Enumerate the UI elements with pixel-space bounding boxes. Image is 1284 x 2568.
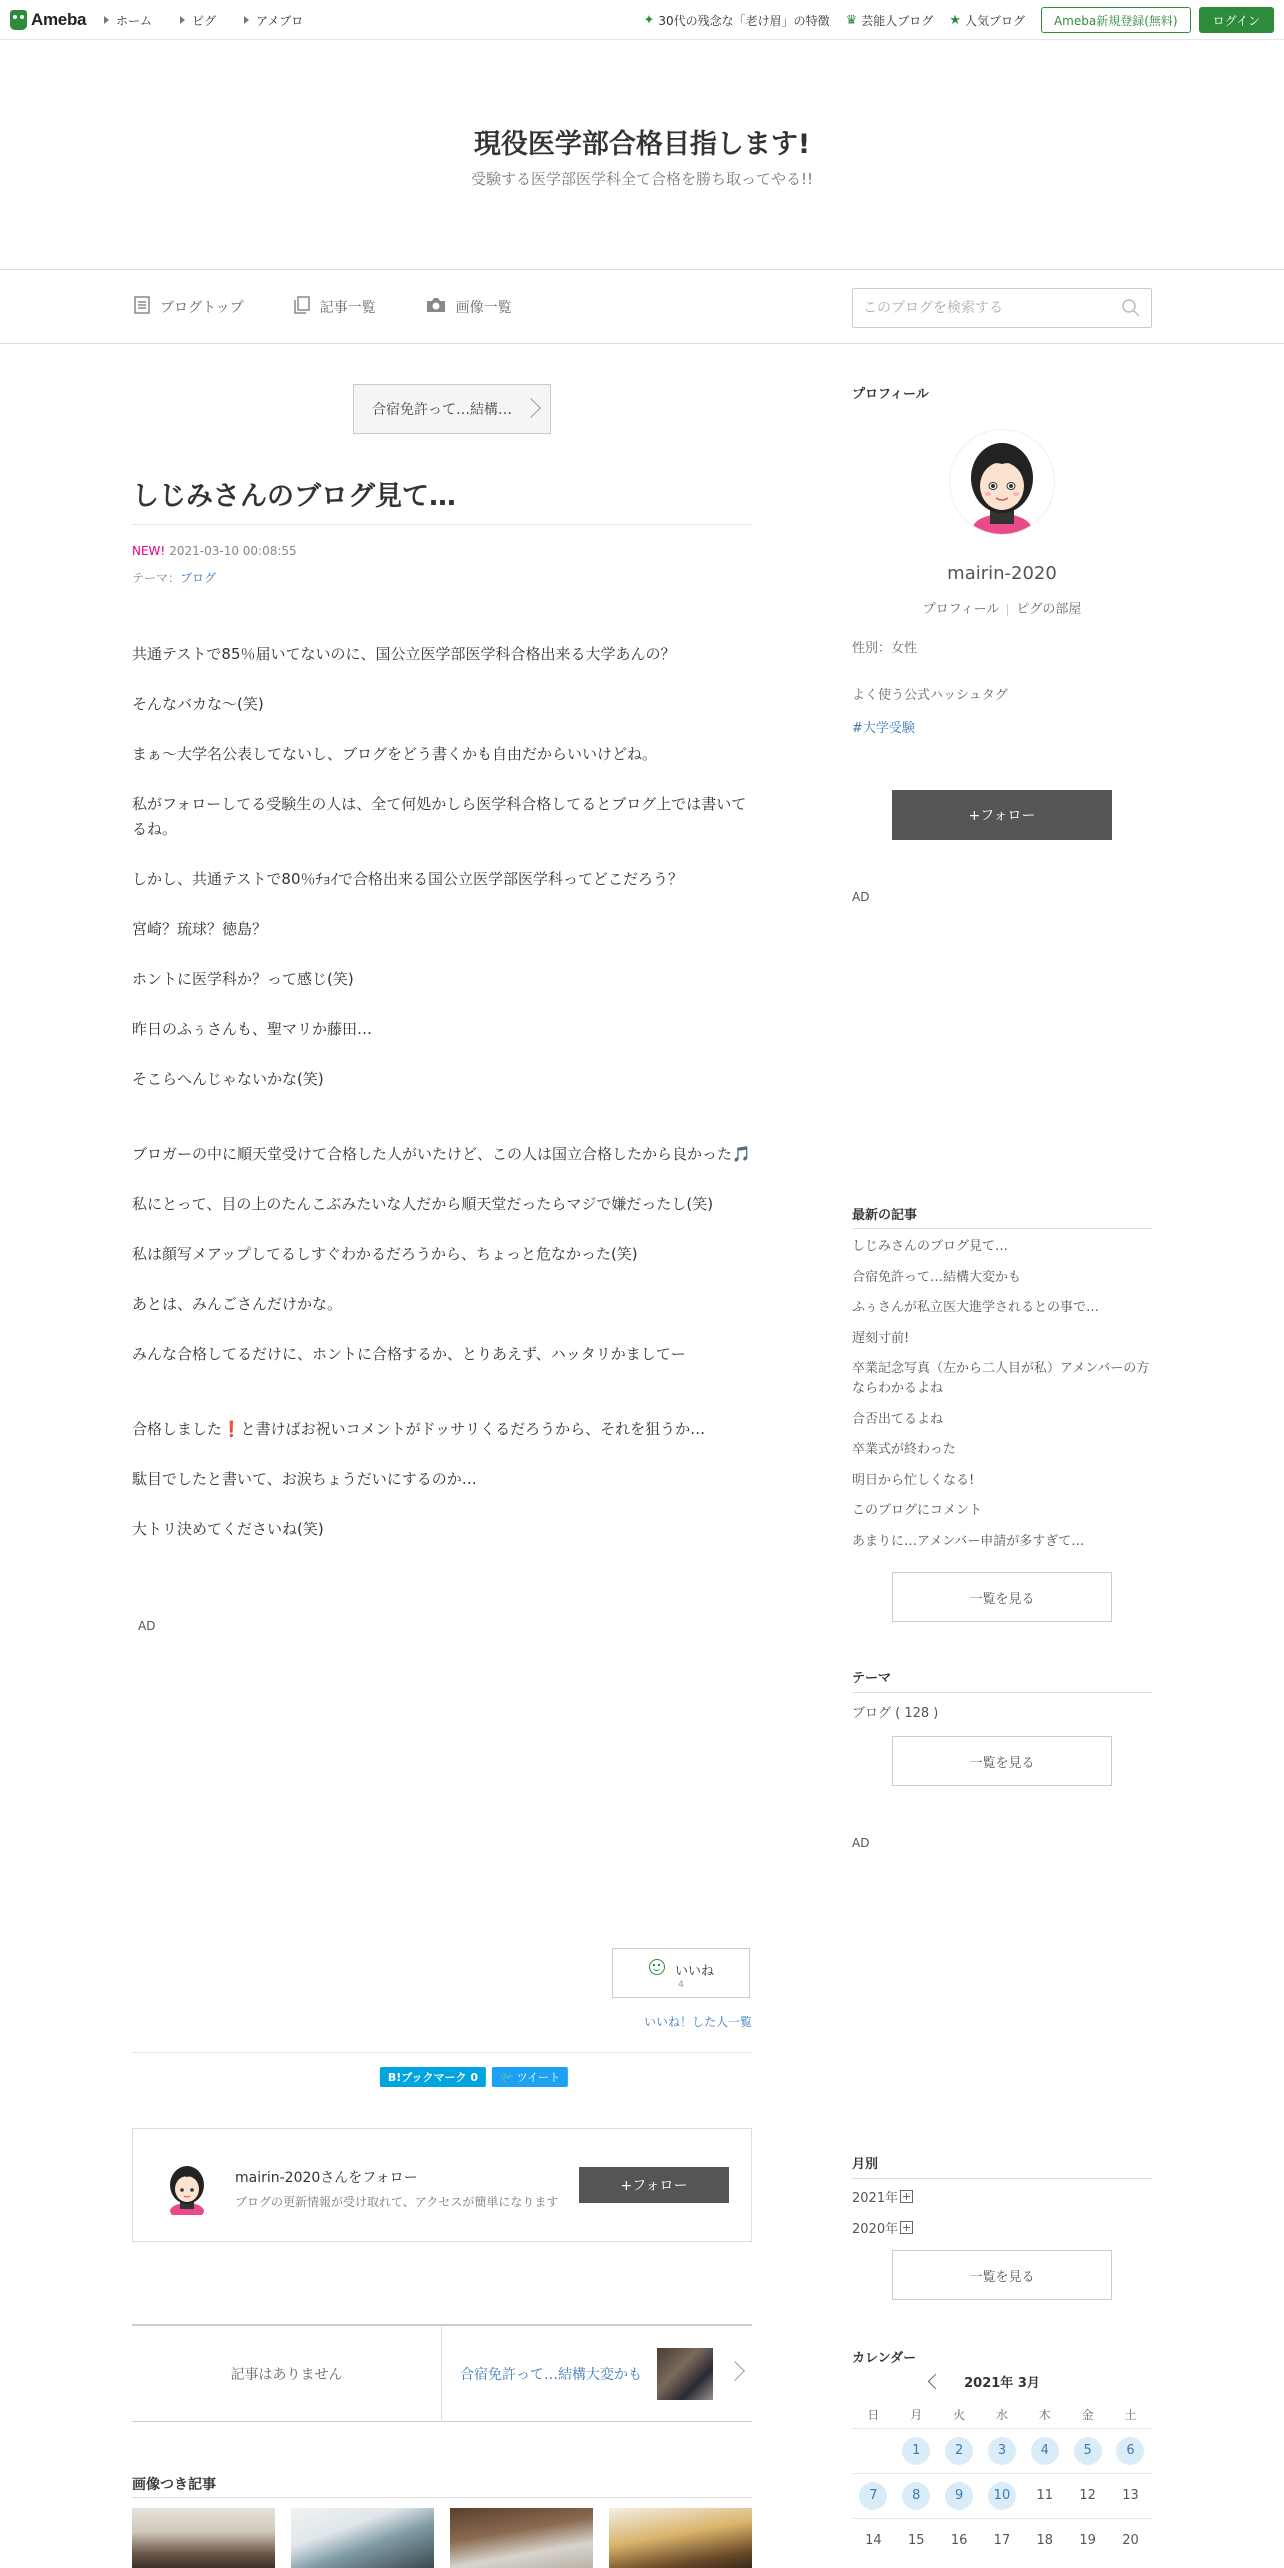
calendar-nav	[852, 2368, 1152, 2394]
search-icon[interactable]	[1121, 298, 1141, 318]
paragraph: 私は顔写メアップしてるしすぐわかるだろうから、ちょっと危なかった(笑)	[132, 1245, 638, 1263]
new-badge: NEW!	[132, 544, 166, 558]
calendar-day: 16	[938, 2518, 981, 2563]
star-icon: ★	[949, 12, 961, 28]
share-buttons	[380, 2067, 568, 2087]
divider	[852, 1692, 1152, 1693]
ad-label: AD	[852, 890, 870, 904]
weekday-label: 水	[995, 2408, 1008, 2422]
paragraph: ブロガーの中に順天堂受けて合格した人がいたけど、この人は国立合格したから良かった🎵	[132, 1145, 751, 1163]
divider	[852, 2178, 1152, 2179]
paragraph: そこらへんじゃないかな(笑)	[132, 1070, 324, 1088]
image-articles	[132, 2508, 752, 2568]
image-article-thumbnail[interactable]	[609, 2508, 752, 2568]
calendar-day[interactable]: 2	[938, 2428, 981, 2473]
nav-image-list-label: 画像一覧	[455, 300, 512, 316]
document-icon	[134, 296, 150, 319]
calendar-day: 18	[1023, 2518, 1066, 2563]
camera-icon	[426, 297, 446, 318]
article-body	[132, 642, 752, 1542]
hashtag-link[interactable]: #大学受験	[852, 721, 915, 736]
monthly-more-button[interactable]: 一覧を見る	[892, 2250, 1112, 2300]
paragraph: 私がフォローしてる受験生の人は、全て何処かしら医学科合格してるとブログ上では書いてるね。	[132, 795, 747, 838]
twitter-bird-icon: 🐦	[499, 2070, 514, 2084]
calendar-day: 20	[1109, 2518, 1152, 2563]
paragraph: しかし、共通テストで80％ﾁｮｲで合格出来る国公立医学部医学科ってどこだろう？	[132, 870, 683, 888]
nav-pigg-label: ピグ	[192, 13, 217, 28]
like-count: 4	[678, 1980, 684, 1990]
theme-heading: テーマ	[852, 1671, 892, 1686]
popular-blog-link[interactable]	[949, 12, 1025, 29]
ameba-logo-text: Ameba	[31, 10, 87, 29]
avatar[interactable]	[159, 2159, 215, 2215]
divider	[132, 2497, 752, 2498]
hashtag-heading: よく使う公式ハッシュタグ	[852, 688, 1008, 703]
nav-article-list-label: 記事一覧	[319, 300, 376, 316]
theme-link[interactable]: ブログ	[180, 571, 217, 585]
calendar-week	[852, 2473, 1152, 2518]
blog-search	[852, 288, 1152, 328]
latest-article-item[interactable]: しじみさんのブログ見て…	[852, 1239, 1009, 1254]
follow-card-name: mairin-2020さんをフォロー	[235, 2170, 418, 2186]
celeb-blog-link[interactable]	[846, 12, 934, 29]
weekday-label: 日	[867, 2408, 880, 2422]
calendar-day: 17	[981, 2518, 1024, 2563]
image-article-thumbnail[interactable]	[291, 2508, 434, 2568]
nav-image-list[interactable]	[426, 297, 512, 318]
nav-ameblo[interactable]	[244, 12, 303, 29]
paragraph: ホントに医学科か？って感じ(笑)	[132, 970, 354, 988]
weekday-label: 火	[953, 2408, 966, 2422]
calendar-day: 19	[1066, 2518, 1109, 2563]
expand-plus-icon[interactable]	[900, 2221, 913, 2234]
chevron-right-icon	[521, 398, 541, 418]
celeb-label: 芸能人ブログ	[861, 13, 934, 28]
latest-article-item[interactable]: 卒業式が終わった	[852, 1442, 956, 1457]
paragraph: 昨日のふぅさんも、聖マリか藤田…	[132, 1020, 373, 1038]
calendar-title: 2021年 3月	[964, 2376, 1040, 2391]
profile-link[interactable]: プロフィール	[922, 602, 1000, 617]
nav-home[interactable]	[104, 12, 152, 29]
latest-article-item[interactable]: ふぅさんが私立医大進学されるとの事で…	[852, 1300, 1100, 1315]
latest-more-button[interactable]: 一覧を見る	[892, 1572, 1112, 1622]
article-theme	[132, 569, 216, 586]
latest-article-item[interactable]: あまりに…アメンバー申請が多すぎて…	[852, 1533, 1085, 1549]
calendar-week	[852, 2428, 1152, 2473]
paragraph: 宮崎？琉球？徳島？	[132, 920, 268, 938]
popular-label: 人気ブログ	[964, 13, 1025, 28]
paragraph: 大トリ決めてくださいね(笑)	[132, 1520, 324, 1538]
calendar-day[interactable]: 6	[1109, 2428, 1152, 2473]
no-prev-article: 記事はありません	[132, 2326, 442, 2422]
paragraph: みんな合格してるだけに、ホントに合格するか、とりあえず、ハッタリかましてー	[132, 1345, 686, 1363]
article-datetime: 2021-03-10 00:08:55	[169, 544, 297, 558]
expand-plus-icon[interactable]	[900, 2190, 913, 2203]
blog-header	[0, 40, 1284, 270]
nav-blog-top[interactable]	[134, 296, 244, 319]
calendar-day: 13	[1109, 2473, 1152, 2518]
calendar-day[interactable]: 5	[1066, 2428, 1109, 2473]
calendar-day[interactable]: 1	[895, 2428, 938, 2473]
promo-link[interactable]	[643, 12, 829, 29]
latest-article-item[interactable]: 卒業記念写真（左から二人目が私）アメンバーの方ならわかるよね	[852, 1361, 1150, 1396]
weekday-label: 木	[1038, 2408, 1051, 2422]
weekday-label: 土	[1124, 2408, 1137, 2422]
calendar-day: 14	[852, 2518, 895, 2563]
pig-room-link[interactable]: ピグの部屋	[1016, 602, 1082, 617]
profile-name[interactable]: mairin-2020	[947, 563, 1057, 584]
weekday-label: 金	[1081, 2408, 1094, 2422]
theme-item[interactable]: ブログ ( 128 )	[852, 1706, 939, 1721]
divider	[852, 1228, 1152, 1229]
month-item[interactable]	[852, 2218, 913, 2237]
hatena-bookmark-button[interactable]: B!ブックマーク 0	[380, 2067, 486, 2087]
chevron-right-icon[interactable]	[725, 2361, 745, 2381]
latest-article-item[interactable]: 合宿免許って…結構大変かも	[852, 1269, 1022, 1285]
global-nav	[104, 0, 331, 40]
image-article-thumbnail[interactable]	[132, 2508, 275, 2568]
tweet-button[interactable]	[492, 2067, 568, 2087]
paragraph: あとは、みんごさんだけかな。	[132, 1295, 343, 1313]
follow-button[interactable]: +フォロー	[579, 2167, 729, 2203]
nav-blog-top-label: ブログトップ	[160, 300, 244, 316]
latest-article-item[interactable]: 遅刻寸前!	[852, 1330, 910, 1346]
month-label: 2020年	[852, 2222, 899, 2237]
calendar-day[interactable]: 9	[938, 2473, 981, 2518]
top-bar	[0, 0, 1284, 40]
profile-links	[852, 598, 1152, 617]
profile-avatar[interactable]	[950, 430, 1054, 534]
next-article-link[interactable]: 合宿免許って…結構大変かも	[460, 2367, 642, 2383]
triangle-icon	[244, 16, 249, 24]
blog-nav	[0, 270, 1284, 344]
ameba-logo-icon	[10, 10, 27, 30]
prev-article-button[interactable]	[353, 384, 551, 434]
search-input[interactable]	[853, 289, 1103, 327]
calendar-day: 15	[895, 2518, 938, 2563]
calendar-week	[852, 2518, 1152, 2563]
calendar-heading: カレンダー	[852, 2351, 917, 2366]
calendar-day[interactable]: 10	[981, 2473, 1024, 2518]
register-button[interactable]: Ameba新規登録(無料)	[1041, 7, 1191, 33]
smile-icon	[649, 1959, 665, 1975]
tweet-label: ツイート	[516, 2071, 561, 2084]
latest-article-item[interactable]: 明日から忙しくなる!	[852, 1472, 975, 1488]
blog-subtitle: 受験する医学部医学科全て合格を勝ち取ってやる!!	[470, 170, 814, 188]
nav-pigg[interactable]	[180, 12, 216, 29]
calendar-day[interactable]: 3	[981, 2428, 1024, 2473]
sparkle-icon: ✦	[643, 12, 655, 28]
paragraph: 共通テストで85％届いてないのに、国公立医学部医学科合格出来る大学あんの？	[132, 645, 676, 663]
article-title[interactable]: しじみさんのブログ見て…	[132, 481, 456, 512]
profile-gender: 性別：女性	[852, 641, 918, 656]
theme-more-button[interactable]: 一覧を見る	[892, 1736, 1112, 1786]
calendar-day	[852, 2428, 895, 2473]
calendar-day: 12	[1066, 2473, 1109, 2518]
top-right-links	[643, 0, 1274, 40]
profile-heading: プロフィール	[852, 387, 929, 402]
promo-label: 30代の残念な「老け眉」の特徴	[658, 13, 830, 28]
ad-label: AD	[138, 1619, 156, 1633]
latest-articles-list	[852, 1237, 1152, 1562]
ad-label: AD	[852, 1836, 870, 1850]
follow-card-desc: ブログの更新情報が受け取れて、アクセスが簡単になります	[235, 2195, 559, 2209]
login-button[interactable]: ログイン	[1199, 7, 1274, 33]
nav-home-label: ホーム	[116, 13, 153, 28]
image-article-thumbnail[interactable]	[450, 2508, 593, 2568]
like-label: いいね	[675, 1964, 715, 1979]
article-pager	[132, 2324, 752, 2422]
latest-articles-heading: 最新の記事	[852, 1208, 918, 1223]
calendar-grid	[852, 2402, 1152, 2563]
follow-card	[132, 2128, 752, 2242]
latest-article-item[interactable]: 合否出てるよね	[852, 1411, 944, 1427]
calendar-day[interactable]: 8	[895, 2473, 938, 2518]
like-list-link[interactable]: いいね！した人一覧	[643, 2015, 752, 2029]
nav-ameblo-label: アメブロ	[256, 13, 304, 28]
calendar-day[interactable]: 4	[1023, 2428, 1066, 2473]
calendar-day: 11	[1023, 2473, 1066, 2518]
paragraph: まぁ～大学名公表してないし、ブログをどう書くかも自由だからいいけどね。	[132, 745, 658, 763]
prev-article-label: 合宿免許って…結構…	[372, 402, 512, 418]
theme-prefix: テーマ：	[132, 571, 181, 585]
paragraph: そんなバカな～(笑)	[132, 695, 264, 713]
calendar-day[interactable]: 7	[852, 2473, 895, 2518]
month-label: 2021年	[852, 2191, 899, 2206]
article-date	[132, 544, 297, 558]
nav-article-list[interactable]	[294, 296, 376, 319]
next-article-thumbnail[interactable]	[657, 2348, 713, 2400]
monthly-heading: 月別	[852, 2157, 879, 2172]
divider	[132, 2052, 752, 2053]
paragraph: 駄目でしたと書いて、お涙ちょうだいにするのか…	[132, 1470, 477, 1488]
triangle-icon	[104, 16, 109, 24]
crown-icon: ♛	[845, 12, 858, 28]
ameba-logo[interactable]	[10, 9, 86, 31]
like-button[interactable]	[612, 1948, 750, 1998]
blog-title[interactable]: 現役医学部合格目指します!	[473, 129, 811, 160]
divider	[132, 524, 752, 525]
image-articles-heading: 画像つき記事	[132, 2477, 216, 2493]
month-item[interactable]	[852, 2187, 913, 2206]
weekday-label: 月	[910, 2408, 923, 2422]
sidebar-follow-button[interactable]: +フォロー	[892, 790, 1112, 840]
latest-article-item[interactable]: このブログにコメント	[852, 1503, 983, 1518]
triangle-icon	[180, 16, 185, 24]
copy-icon	[294, 296, 310, 319]
paragraph: 私にとって、目の上のたんこぶみたいな人だから順天堂だったらマジで嫌だったし(笑)	[132, 1195, 714, 1213]
calendar-weekdays	[852, 2402, 1152, 2428]
paragraph: 合格しました❗と書けばお祝いコメントがドッサリくるだろうから、それを狙うか…	[132, 1420, 706, 1438]
